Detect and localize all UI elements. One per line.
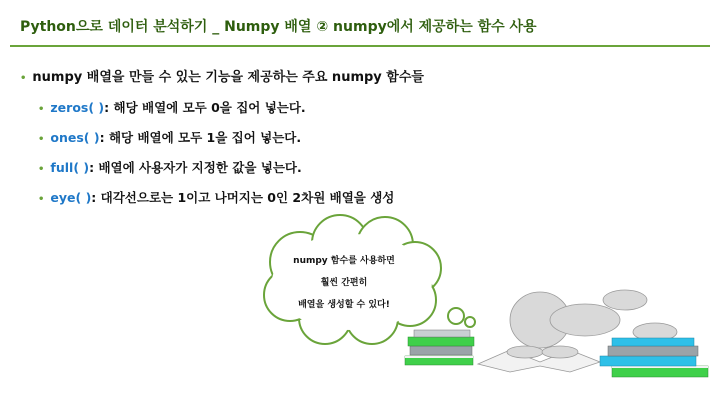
function-name: zeros( ) [50,100,105,115]
book-stack-left-icon [405,330,474,365]
bubble-text-line1: numpy 함수를 사용하면 [293,256,395,266]
bullet-dot-icon: • [38,164,45,175]
function-desc: : 해당 배열에 모두 1을 집어 넣는다. [99,130,302,145]
bullet-dot-icon: • [38,104,45,115]
function-desc: : 대각선으로는 1이고 나머지는 0인 2차원 배열을 생성 [91,190,395,205]
slide-title: Python으로 데이터 분석하기 _ Numpy 배열 ② numpy에서 제공하는 함수 사용 [20,19,537,35]
thought-dot-icon [465,317,475,327]
function-name: full( ) [50,160,90,175]
bullet-dot-icon: • [20,73,27,84]
function-desc: : 배열에 사용자가 지정한 값을 넣는다. [89,160,302,175]
function-name: eye( ) [50,190,92,205]
bubble-text-line2: 훨씬 간편히 [320,278,368,288]
function-name: ones( ) [50,130,100,145]
book-stack-right-icon [600,338,708,377]
bullet-dot-icon: • [38,194,45,205]
function-desc: : 해당 배열에 모두 0을 집어 넣는다. [104,100,306,115]
thought-dot-icon [448,308,464,324]
main-bullet-text: numpy 배열을 만들 수 있는 기능을 제공하는 주요 numpy 함수들 [32,70,424,85]
bubble-text-line3: 배열을 생성할 수 있다! [298,300,390,310]
bullet-dot-icon: • [38,134,45,145]
